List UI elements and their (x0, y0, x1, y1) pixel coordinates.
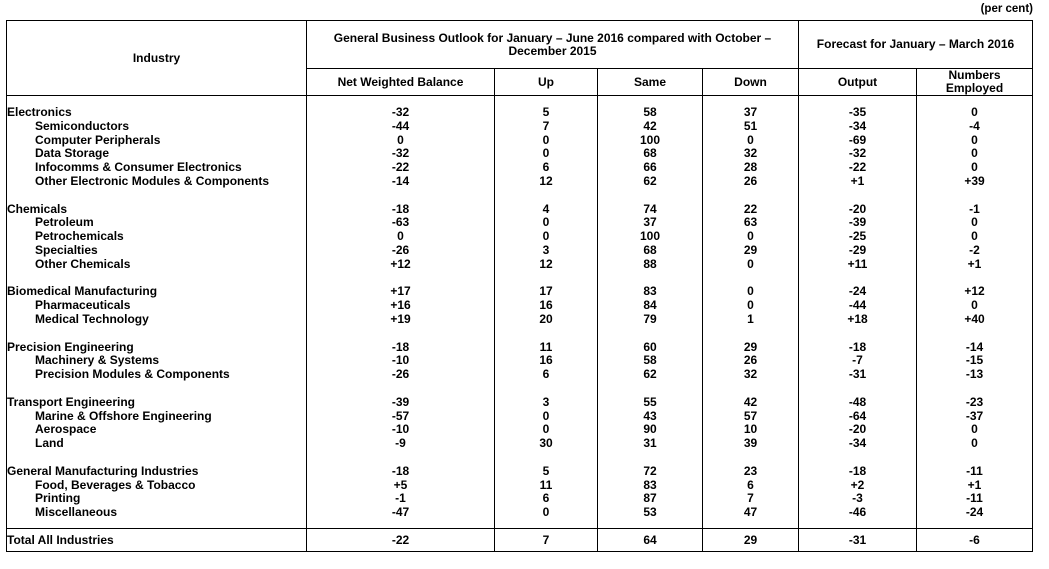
same-cell: 64 (598, 528, 703, 551)
up-cell: 3 (495, 244, 598, 258)
net-weighted-balance-cell: -10 (307, 354, 495, 368)
net-weighted-balance-cell: -18 (307, 341, 495, 355)
subindustry-row (7, 244, 1033, 258)
empty-cell (495, 520, 598, 529)
down-cell: 26 (703, 354, 799, 368)
numbers-employed-cell: 0 (917, 437, 1033, 451)
subindustry-row (7, 368, 1033, 382)
table-top-padding (7, 96, 1033, 107)
same-cell: 58 (598, 354, 703, 368)
net-weighted-balance-cell: -9 (307, 437, 495, 451)
up-cell: 16 (495, 354, 598, 368)
empty-cell (917, 189, 1033, 203)
subindustry-row (7, 216, 1033, 230)
down-cell: 28 (703, 161, 799, 175)
numbers-employed-cell: -24 (917, 506, 1033, 520)
up-cell: 7 (495, 528, 598, 551)
subindustry-row (7, 230, 1033, 244)
up-cell: 20 (495, 313, 598, 327)
empty-cell (703, 382, 799, 396)
up-cell: 6 (495, 492, 598, 506)
empty-cell (307, 382, 495, 396)
down-cell: 10 (703, 423, 799, 437)
output-cell: -18 (799, 341, 917, 355)
down-cell: 22 (703, 203, 799, 217)
same-cell: 84 (598, 299, 703, 313)
net-weighted-balance-cell: -1 (307, 492, 495, 506)
numbers-employed-cell: 0 (917, 423, 1033, 437)
output-cell: -34 (799, 437, 917, 451)
industry-name: Total All Industries (7, 528, 307, 551)
subindustry-row (7, 175, 1033, 189)
general-outlook-group-header: General Business Outlook for January – June 2016 compared with October – December 2015 (307, 21, 799, 69)
empty-cell (7, 327, 307, 341)
numbers-employed-cell: +40 (917, 313, 1033, 327)
numbers-employed-cell: +1 (917, 479, 1033, 493)
empty-cell (7, 520, 307, 529)
net-weighted-balance-header: Net Weighted Balance (307, 69, 495, 96)
same-cell: 53 (598, 506, 703, 520)
down-cell: 47 (703, 506, 799, 520)
output-cell: +1 (799, 175, 917, 189)
subindustry-name: Aerospace (7, 423, 307, 437)
empty-cell (917, 520, 1033, 529)
empty-cell (703, 272, 799, 286)
up-cell: 7 (495, 120, 598, 134)
same-header: Same (598, 69, 703, 96)
up-cell: 12 (495, 175, 598, 189)
unit-note: (per cent) (980, 3, 1033, 15)
industry-name: Electronics (7, 106, 307, 120)
subindustry-name: Data Storage (7, 147, 307, 161)
net-weighted-balance-cell: -32 (307, 106, 495, 120)
empty-cell (598, 272, 703, 286)
group-spacer (7, 327, 1033, 341)
net-weighted-balance-cell: -57 (307, 410, 495, 424)
up-cell: 5 (495, 465, 598, 479)
numbers-employed-cell: +39 (917, 175, 1033, 189)
subindustry-name: Precision Modules & Components (7, 368, 307, 382)
down-cell: 6 (703, 479, 799, 493)
net-weighted-balance-cell: -32 (307, 147, 495, 161)
up-cell: 16 (495, 299, 598, 313)
up-cell: 30 (495, 437, 598, 451)
numbers-employed-cell: 0 (917, 106, 1033, 120)
table-bottom-padding (7, 520, 1033, 529)
industry-group-row (7, 203, 1033, 217)
numbers-employed-cell: -4 (917, 120, 1033, 134)
output-cell: -7 (799, 354, 917, 368)
net-weighted-balance-cell: +19 (307, 313, 495, 327)
output-cell: -25 (799, 230, 917, 244)
empty-cell (917, 382, 1033, 396)
output-cell: -35 (799, 106, 917, 120)
numbers-employed-cell: 0 (917, 299, 1033, 313)
output-cell: -69 (799, 134, 917, 148)
subindustry-name: Miscellaneous (7, 506, 307, 520)
net-weighted-balance-cell: -18 (307, 465, 495, 479)
empty-cell (917, 327, 1033, 341)
up-cell: 11 (495, 341, 598, 355)
up-cell: 0 (495, 506, 598, 520)
down-cell: 39 (703, 437, 799, 451)
down-cell: 63 (703, 216, 799, 230)
subindustry-name: Computer Peripherals (7, 134, 307, 148)
numbers-employed-cell: +12 (917, 285, 1033, 299)
net-weighted-balance-cell: -26 (307, 244, 495, 258)
numbers-employed-cell: -1 (917, 203, 1033, 217)
industry-name: Chemicals (7, 203, 307, 217)
subindustry-name: Petrochemicals (7, 230, 307, 244)
output-cell: -48 (799, 396, 917, 410)
same-cell: 60 (598, 341, 703, 355)
same-cell: 83 (598, 285, 703, 299)
industry-group-row (7, 341, 1033, 355)
same-cell: 88 (598, 258, 703, 272)
down-cell: 23 (703, 465, 799, 479)
empty-cell (703, 189, 799, 203)
group-spacer (7, 272, 1033, 286)
empty-cell (307, 520, 495, 529)
same-cell: 31 (598, 437, 703, 451)
up-cell: 0 (495, 134, 598, 148)
subindustry-row (7, 120, 1033, 134)
down-cell: 57 (703, 410, 799, 424)
industry-column-header: Industry (7, 21, 307, 96)
down-cell: 29 (703, 244, 799, 258)
empty-cell (917, 272, 1033, 286)
subindustry-row (7, 161, 1033, 175)
numbers-employed-cell: 0 (917, 147, 1033, 161)
up-cell: 6 (495, 161, 598, 175)
output-cell: -3 (799, 492, 917, 506)
same-cell: 43 (598, 410, 703, 424)
subindustry-row (7, 506, 1033, 520)
output-cell: -18 (799, 465, 917, 479)
output-cell: -29 (799, 244, 917, 258)
empty-cell (7, 272, 307, 286)
up-cell: 0 (495, 216, 598, 230)
empty-cell (495, 451, 598, 465)
empty-cell (598, 189, 703, 203)
empty-cell (307, 189, 495, 203)
industry-name: Biomedical Manufacturing (7, 285, 307, 299)
output-cell: +2 (799, 479, 917, 493)
subindustry-name: Petroleum (7, 216, 307, 230)
empty-cell (598, 382, 703, 396)
same-cell: 72 (598, 465, 703, 479)
down-cell: 42 (703, 396, 799, 410)
output-header: Output (799, 69, 917, 96)
output-cell: -31 (799, 528, 917, 551)
subindustry-row (7, 258, 1033, 272)
industry-group-row (7, 396, 1033, 410)
same-cell: 66 (598, 161, 703, 175)
same-cell: 62 (598, 175, 703, 189)
down-header: Down (703, 69, 799, 96)
same-cell: 42 (598, 120, 703, 134)
numbers-employed-cell: 0 (917, 134, 1033, 148)
subindustry-name: Infocomms & Consumer Electronics (7, 161, 307, 175)
empty-cell (7, 382, 307, 396)
same-cell: 79 (598, 313, 703, 327)
down-cell: 0 (703, 134, 799, 148)
net-weighted-balance-cell: -63 (307, 216, 495, 230)
industry-name: Precision Engineering (7, 341, 307, 355)
group-spacer (7, 189, 1033, 203)
subindustry-row (7, 410, 1033, 424)
subindustry-name: Specialties (7, 244, 307, 258)
same-cell: 74 (598, 203, 703, 217)
up-cell: 4 (495, 203, 598, 217)
empty-cell (799, 189, 917, 203)
down-cell: 29 (703, 528, 799, 551)
empty-cell (799, 327, 917, 341)
subindustry-name: Medical Technology (7, 313, 307, 327)
net-weighted-balance-cell: +16 (307, 299, 495, 313)
same-cell: 100 (598, 134, 703, 148)
net-weighted-balance-cell: +17 (307, 285, 495, 299)
empty-cell (307, 451, 495, 465)
numbers-employed-cell: -23 (917, 396, 1033, 410)
down-cell: 0 (703, 230, 799, 244)
net-weighted-balance-cell: -22 (307, 528, 495, 551)
net-weighted-balance-cell: -44 (307, 120, 495, 134)
same-cell: 87 (598, 492, 703, 506)
numbers-employed-cell: 0 (917, 216, 1033, 230)
empty-cell (495, 189, 598, 203)
subindustry-name: Semiconductors (7, 120, 307, 134)
subindustry-row (7, 147, 1033, 161)
up-cell: 0 (495, 147, 598, 161)
numbers-employed-cell: -14 (917, 341, 1033, 355)
same-cell: 68 (598, 244, 703, 258)
net-weighted-balance-cell: 0 (307, 134, 495, 148)
output-cell: -20 (799, 203, 917, 217)
up-cell: 11 (495, 479, 598, 493)
subindustry-name: Machinery & Systems (7, 354, 307, 368)
subindustry-row (7, 479, 1033, 493)
same-cell: 58 (598, 106, 703, 120)
up-cell: 0 (495, 410, 598, 424)
output-cell: -64 (799, 410, 917, 424)
down-cell: 26 (703, 175, 799, 189)
numbers-employed-header: Numbers Employed (917, 69, 1033, 96)
up-cell: 3 (495, 396, 598, 410)
numbers-employed-cell: -15 (917, 354, 1033, 368)
subindustry-name: Pharmaceuticals (7, 299, 307, 313)
group-spacer (7, 451, 1033, 465)
numbers-employed-cell: +1 (917, 258, 1033, 272)
down-cell: 0 (703, 299, 799, 313)
net-weighted-balance-cell: -10 (307, 423, 495, 437)
net-weighted-balance-cell: -22 (307, 161, 495, 175)
empty-cell (799, 272, 917, 286)
net-weighted-balance-cell: -14 (307, 175, 495, 189)
output-cell: -20 (799, 423, 917, 437)
subindustry-row (7, 354, 1033, 368)
up-cell: 0 (495, 230, 598, 244)
group-spacer (7, 382, 1033, 396)
up-cell: 6 (495, 368, 598, 382)
down-cell: 32 (703, 368, 799, 382)
down-cell: 0 (703, 258, 799, 272)
empty-cell (917, 451, 1033, 465)
empty-cell (703, 520, 799, 529)
table-body (7, 96, 1033, 552)
subindustry-row (7, 134, 1033, 148)
empty-cell (799, 451, 917, 465)
down-cell: 51 (703, 120, 799, 134)
numbers-employed-cell: -13 (917, 368, 1033, 382)
numbers-employed-cell: -11 (917, 465, 1033, 479)
empty-cell (598, 327, 703, 341)
output-cell: -39 (799, 216, 917, 230)
subindustry-row (7, 423, 1033, 437)
output-cell: +18 (799, 313, 917, 327)
industry-group-row (7, 465, 1033, 479)
total-row (7, 528, 1033, 551)
empty-cell (495, 382, 598, 396)
up-cell: 17 (495, 285, 598, 299)
output-cell: -22 (799, 161, 917, 175)
output-cell: -24 (799, 285, 917, 299)
subindustry-row (7, 492, 1033, 506)
up-cell: 12 (495, 258, 598, 272)
numbers-employed-cell: -37 (917, 410, 1033, 424)
empty-cell (598, 451, 703, 465)
output-cell: -46 (799, 506, 917, 520)
net-weighted-balance-cell: -26 (307, 368, 495, 382)
empty-cell (799, 520, 917, 529)
empty-cell (495, 272, 598, 286)
forecast-group-header: Forecast for January – March 2016 (799, 21, 1033, 69)
net-weighted-balance-cell: 0 (307, 230, 495, 244)
output-cell: -44 (799, 299, 917, 313)
down-cell: 32 (703, 147, 799, 161)
same-cell: 55 (598, 396, 703, 410)
empty-cell (703, 327, 799, 341)
subindustry-name: Marine & Offshore Engineering (7, 410, 307, 424)
same-cell: 37 (598, 216, 703, 230)
up-cell: 0 (495, 423, 598, 437)
numbers-employed-cell: 0 (917, 161, 1033, 175)
same-cell: 100 (598, 230, 703, 244)
industry-group-row (7, 285, 1033, 299)
empty-cell (7, 189, 307, 203)
empty-cell (7, 451, 307, 465)
down-cell: 37 (703, 106, 799, 120)
down-cell: 7 (703, 492, 799, 506)
subindustry-name: Land (7, 437, 307, 451)
net-weighted-balance-cell: +12 (307, 258, 495, 272)
net-weighted-balance-cell: -18 (307, 203, 495, 217)
down-cell: 1 (703, 313, 799, 327)
numbers-employed-cell: 0 (917, 230, 1033, 244)
subindustry-name: Food, Beverages & Tobacco (7, 479, 307, 493)
net-weighted-balance-cell: -39 (307, 396, 495, 410)
empty-cell (307, 272, 495, 286)
numbers-employed-cell: -11 (917, 492, 1033, 506)
output-cell: -34 (799, 120, 917, 134)
same-cell: 90 (598, 423, 703, 437)
table-header (7, 21, 1033, 96)
business-outlook-table (6, 20, 1033, 552)
numbers-employed-cell: -6 (917, 528, 1033, 551)
up-cell: 5 (495, 106, 598, 120)
numbers-employed-cell: -2 (917, 244, 1033, 258)
same-cell: 62 (598, 368, 703, 382)
subindustry-row (7, 299, 1033, 313)
net-weighted-balance-cell: +5 (307, 479, 495, 493)
empty-cell (307, 327, 495, 341)
subindustry-name: Printing (7, 492, 307, 506)
empty-cell (703, 451, 799, 465)
industry-group-row (7, 106, 1033, 120)
industry-name: Transport Engineering (7, 396, 307, 410)
net-weighted-balance-cell: -47 (307, 506, 495, 520)
up-header: Up (495, 69, 598, 96)
output-cell: -32 (799, 147, 917, 161)
subindustry-row (7, 313, 1033, 327)
industry-name: General Manufacturing Industries (7, 465, 307, 479)
same-cell: 68 (598, 147, 703, 161)
subindustry-name: Other Chemicals (7, 258, 307, 272)
down-cell: 29 (703, 341, 799, 355)
down-cell: 0 (703, 285, 799, 299)
output-cell: -31 (799, 368, 917, 382)
subindustry-row (7, 437, 1033, 451)
empty-cell (598, 520, 703, 529)
empty-cell (799, 382, 917, 396)
same-cell: 83 (598, 479, 703, 493)
subindustry-name: Other Electronic Modules & Components (7, 175, 307, 189)
empty-cell (495, 327, 598, 341)
output-cell: +11 (799, 258, 917, 272)
